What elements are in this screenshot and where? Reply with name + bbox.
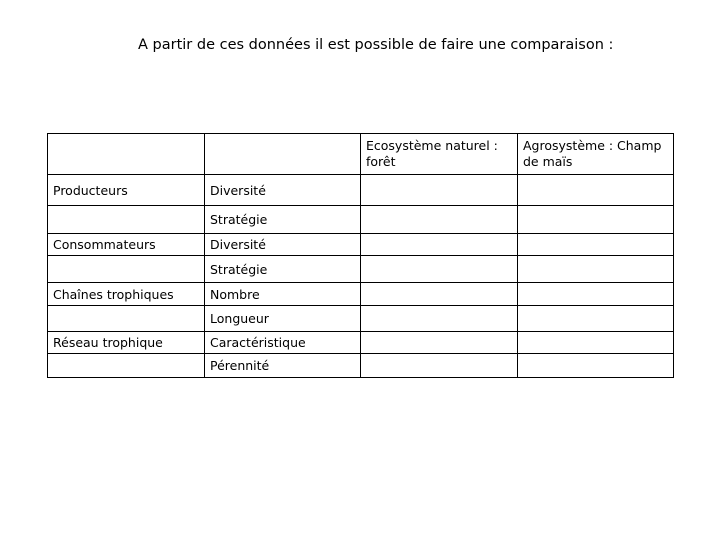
natural-ecosystem-cell[interactable]	[361, 283, 518, 306]
row-criterion-cell: Pérennité	[205, 354, 361, 378]
comparison-table	[47, 133, 674, 378]
row-category-cell	[48, 206, 205, 234]
row-category-cell	[48, 354, 205, 378]
natural-ecosystem-cell[interactable]	[361, 234, 518, 256]
row-criterion-cell: Longueur	[205, 306, 361, 332]
row-criterion-cell: Caractéristique	[205, 332, 361, 354]
agrosystem-cell[interactable]	[518, 175, 674, 206]
table-row	[48, 234, 674, 256]
table-row	[48, 306, 674, 332]
header-cell-natural-ecosystem: Ecosystème naturel : forêt	[361, 134, 518, 175]
natural-ecosystem-cell[interactable]	[361, 354, 518, 378]
natural-ecosystem-cell[interactable]	[361, 256, 518, 283]
agrosystem-cell[interactable]	[518, 283, 674, 306]
page-heading: A partir de ces données il est possible de faire une comparaison :	[138, 37, 614, 53]
header-cell-empty-1	[48, 134, 205, 175]
row-criterion-cell: Diversité	[205, 234, 361, 256]
row-category-cell: Réseau trophique	[48, 332, 205, 354]
agrosystem-cell[interactable]	[518, 234, 674, 256]
table-row	[48, 206, 674, 234]
table-row	[48, 256, 674, 283]
row-category-cell	[48, 306, 205, 332]
agrosystem-cell[interactable]	[518, 206, 674, 234]
natural-ecosystem-cell[interactable]	[361, 306, 518, 332]
table-row	[48, 175, 674, 206]
agrosystem-cell[interactable]	[518, 256, 674, 283]
header-cell-empty-2	[205, 134, 361, 175]
row-category-cell	[48, 256, 205, 283]
header-cell-agrosystem: Agrosystème : Champ de maïs	[518, 134, 674, 175]
row-category-cell: Producteurs	[48, 175, 205, 206]
table-row	[48, 283, 674, 306]
natural-ecosystem-cell[interactable]	[361, 175, 518, 206]
agrosystem-cell[interactable]	[518, 306, 674, 332]
row-category-cell: Chaînes trophiques	[48, 283, 205, 306]
row-criterion-cell: Stratégie	[205, 256, 361, 283]
table-row	[48, 354, 674, 378]
natural-ecosystem-cell[interactable]	[361, 332, 518, 354]
table-row	[48, 332, 674, 354]
row-criterion-cell: Nombre	[205, 283, 361, 306]
table-header-row	[48, 134, 674, 175]
agrosystem-cell[interactable]	[518, 354, 674, 378]
agrosystem-cell[interactable]	[518, 332, 674, 354]
natural-ecosystem-cell[interactable]	[361, 206, 518, 234]
row-criterion-cell: Stratégie	[205, 206, 361, 234]
row-criterion-cell: Diversité	[205, 175, 361, 206]
row-category-cell: Consommateurs	[48, 234, 205, 256]
